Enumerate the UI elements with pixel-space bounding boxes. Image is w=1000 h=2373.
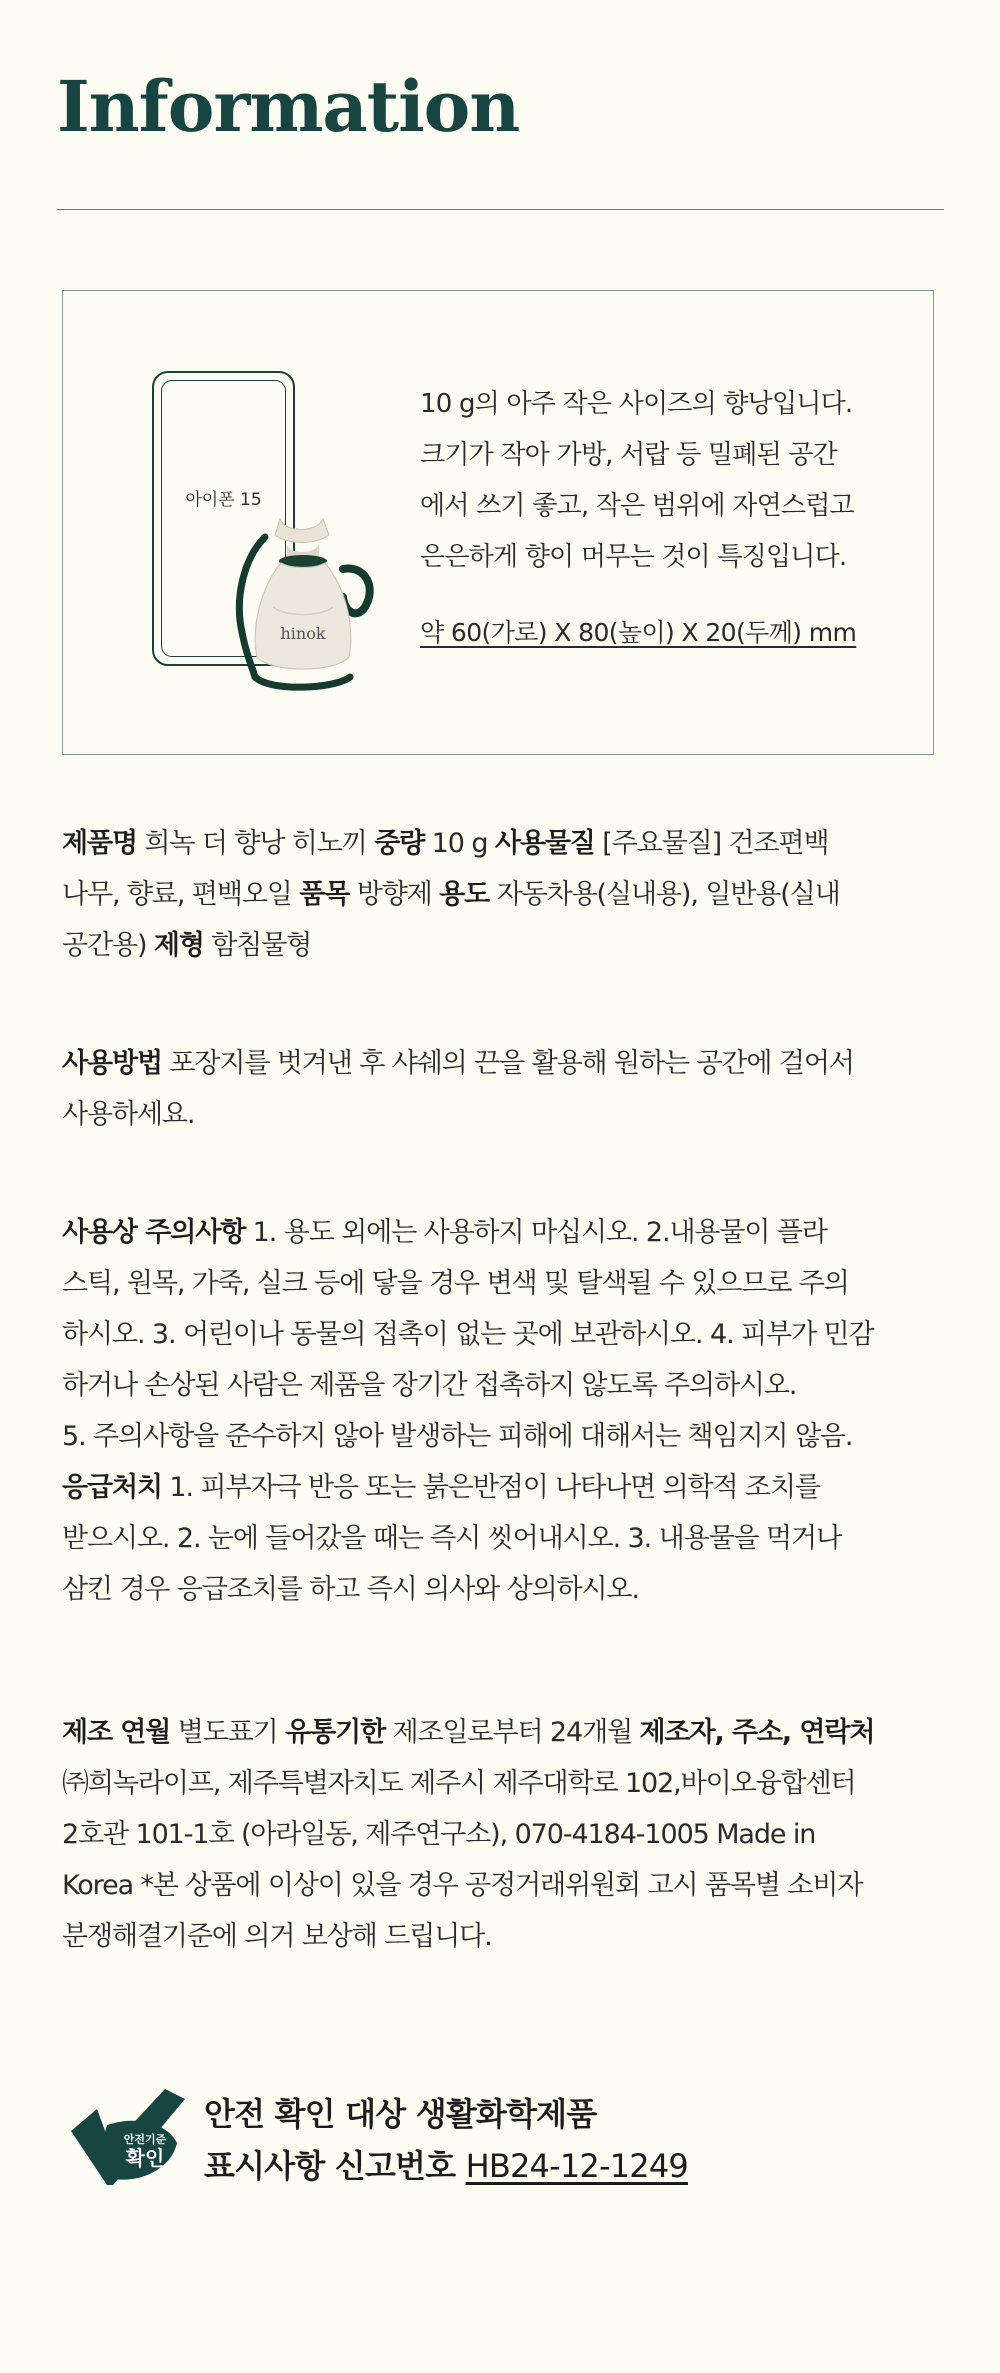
maker-text: 2호관 101-1호 (아라일동, 제주연구소), 070-4184-1005 Made in [62, 1819, 816, 1850]
maker-text: Korea *본 상품에 이상이 있을 경우 공정거래위원회 고시 품목별 소비자 [62, 1870, 863, 1901]
maker-text: ㈜희녹라이프, 제주특별자치도 제주시 제주대학로 102,바이오융합센터 [62, 1768, 856, 1799]
spec-label: 용도 [439, 879, 490, 910]
maker-label: 제조자, 주소, 연락처 [639, 1717, 875, 1748]
caution-text: 하거나 손상된 사람은 제품을 장기간 접촉하지 않도록 주의하시오. [62, 1370, 797, 1401]
usage-text: 포장지를 벗겨낸 후 샤쉐의 끈을 활용해 원하는 공간에 걸어서 [161, 1048, 854, 1079]
first-aid-text: 1. 피부자극 반응 또는 붉은반점이 나타나면 의학적 조치를 [161, 1472, 820, 1503]
maker-text: 제조일로부터 24개월 [385, 1717, 640, 1748]
maker-text: 분쟁해결기준에 의거 보상해 드립니다. [62, 1921, 492, 1952]
sachet-pouch-image [225, 517, 375, 697]
caution-section [62, 1207, 942, 1615]
certification-heading: 안전 확인 대상 생활화학제품 [204, 2095, 597, 2133]
description-line: 크기가 작아 가방, 서랍 등 밀폐된 공간 [420, 440, 837, 470]
maker-label: 유통기한 [285, 1717, 386, 1748]
usage-label: 사용방법 [62, 1048, 162, 1079]
spec-label: 품목 [299, 879, 350, 910]
caution-label: 사용상 주의사항 [62, 1217, 246, 1248]
safety-check-badge-icon [67, 2085, 189, 2193]
description-line: 에서 쓰기 좋고, 작은 범위에 자연스럽고 [420, 491, 854, 521]
product-size-box [62, 290, 934, 755]
phone-model-label: 아이폰 15 [185, 490, 262, 510]
certification-info [204, 2088, 688, 2192]
spec-value: [주요물질] 건조편백 [594, 828, 829, 859]
product-spec-section [62, 818, 942, 971]
description-line: 은은하게 향이 머무는 것이 특징입니다. [420, 542, 847, 572]
page-title: Information [57, 65, 520, 148]
product-dimensions: 약 60(가로) X 80(높이) X 20(두께) mm [420, 618, 857, 647]
spec-value: 방향제 [349, 879, 440, 910]
first-aid-text: 받으시오. 2. 눈에 들어갔을 때는 즉시 씻어내시오. 3. 내용물을 먹거나 [62, 1523, 841, 1554]
usage-text: 사용하세요. [62, 1099, 195, 1130]
spec-value: 10 g [424, 828, 495, 859]
spec-label: 제품명 [62, 828, 137, 859]
spec-value: 희녹 더 향낭 히노끼 [136, 828, 375, 859]
badge-caption: 안전기준 [123, 2133, 167, 2146]
caution-text: 1. 용도 외에는 사용하지 마십시오. 2.내용물이 플라 [245, 1217, 827, 1248]
spec-label: 중량 [374, 828, 425, 859]
spec-label: 사용물질 [494, 828, 595, 859]
spec-value: 나무, 향료, 편백오일 [62, 879, 300, 910]
spec-label: 제형 [153, 930, 204, 961]
usage-section [62, 1038, 942, 1140]
maker-label: 제조 연월 [62, 1717, 171, 1748]
caution-text: 5. 주의사항을 준수하지 않아 발생하는 피해에 대해서는 책임지지 않음. [62, 1421, 853, 1452]
manufacturer-section [62, 1707, 942, 1962]
caution-text: 하시오. 3. 어린이나 동물의 접촉이 없는 곳에 보관하시오. 4. 피부가 민감 [62, 1319, 874, 1350]
first-aid-text: 삼킨 경우 응급조치를 하고 즉시 의사와 상의하시오. [62, 1574, 639, 1605]
product-description [420, 379, 900, 583]
title-divider [57, 209, 944, 210]
certification-number: HB24-12-1249 [465, 2147, 688, 2185]
badge-title: 확인 [125, 2146, 165, 2170]
pouch-brand-text: hinok [280, 624, 326, 643]
first-aid-label: 응급처치 [62, 1472, 162, 1503]
spec-value: 공간용) [62, 930, 154, 961]
caution-text: 스틱, 원목, 가죽, 실크 등에 닿을 경우 변색 및 탈색될 수 있으므로 주의 [62, 1268, 849, 1299]
description-line: 10 g의 아주 작은 사이즈의 향낭입니다. [420, 389, 853, 419]
spec-value: 자동차용(실내용), 일반용(실내 [489, 879, 840, 910]
certification-number-label: 표시사항 신고번호 [204, 2147, 466, 2185]
maker-text: 별도표기 [170, 1717, 286, 1748]
spec-value: 함침물형 [203, 930, 312, 961]
